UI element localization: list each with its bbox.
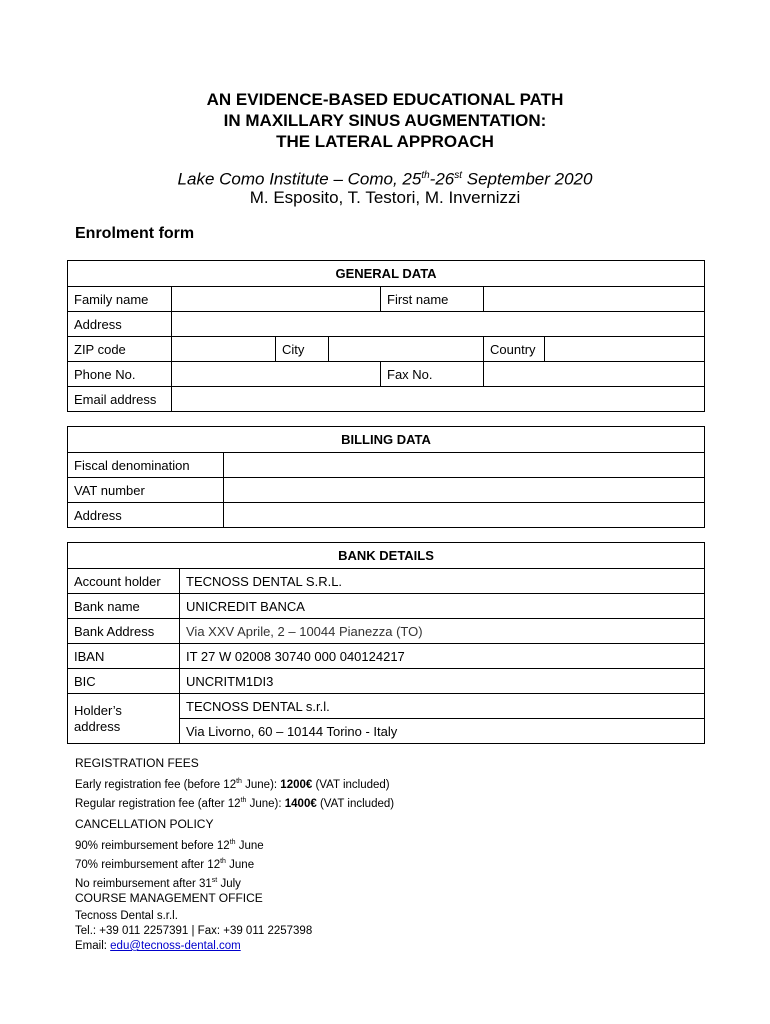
- account-holder-value: TECNOSS DENTAL S.R.L.: [180, 569, 705, 594]
- billing-data-heading: BILLING DATA: [68, 427, 705, 453]
- title-line-3: THE LATERAL APPROACH: [276, 132, 494, 151]
- family-name-label: Family name: [68, 287, 172, 312]
- holder-value-line-1: TECNOSS DENTAL s.r.l.: [180, 694, 705, 719]
- early-fee-amount: 1200€: [280, 778, 313, 791]
- title-line-1: AN EVIDENCE-BASED EDUCATIONAL PATH: [206, 90, 564, 109]
- cancellation-line-3-sup: st: [211, 876, 218, 884]
- cancellation-line-3-text: No reimbursement after 31: [75, 877, 212, 890]
- cancellation-line-2-month: June: [225, 858, 255, 871]
- regular-fee-vat: (VAT included): [316, 797, 395, 810]
- bic-value: UNCRITM1DI3: [180, 669, 705, 694]
- cancellation-line-1-month: June: [235, 839, 264, 852]
- early-fee-vat: (VAT included): [312, 778, 390, 791]
- country-label: Country: [484, 337, 545, 362]
- fax-label: Fax No.: [381, 362, 484, 387]
- email-field[interactable]: [172, 387, 705, 412]
- venue-dash: -26: [429, 169, 455, 189]
- cancellation-line-3-month: July: [217, 877, 241, 890]
- registration-fees: [75, 756, 394, 812]
- regular-fee-text: Regular registration fee (after 12: [75, 797, 241, 810]
- family-name-field[interactable]: [172, 287, 381, 312]
- phone-field[interactable]: [172, 362, 381, 387]
- venue-date-rest: September 2020: [462, 169, 593, 189]
- account-holder-label: Account holder: [68, 569, 180, 594]
- regular-fee-text-2: June):: [246, 797, 285, 810]
- form-title: Enrolment form: [75, 225, 195, 242]
- fiscal-label: Fiscal denomination: [68, 453, 224, 478]
- office-email-line: [75, 939, 312, 954]
- fax-field[interactable]: [484, 362, 705, 387]
- bank-name-value: UNICREDIT BANCA: [180, 594, 705, 619]
- cancellation-line-3: [75, 873, 264, 892]
- cancellation-policy: [75, 817, 264, 891]
- early-fee-text-2: June):: [241, 778, 281, 791]
- bank-address-value: Via XXV Aprile, 2 – 10044 Pianezza (TO): [180, 619, 705, 644]
- cancellation-heading: CANCELLATION POLICY: [75, 817, 214, 831]
- billing-address-field[interactable]: [224, 503, 705, 528]
- venue-date: [0, 166, 770, 190]
- regular-fee-line: [75, 793, 394, 812]
- cancellation-line-2: [75, 854, 264, 873]
- office-email-link[interactable]: edu@tecnoss-dental.com: [110, 940, 241, 952]
- bank-address-label: Bank Address: [68, 619, 180, 644]
- regular-fee-amount: 1400€: [284, 797, 317, 810]
- bank-name-label: Bank name: [68, 594, 180, 619]
- phone-label: Phone No.: [68, 362, 172, 387]
- zip-label: ZIP code: [68, 337, 172, 362]
- cancellation-line-1-text: 90% reimbursement before 12: [75, 839, 230, 852]
- iban-label: IBAN: [68, 644, 180, 669]
- office-company: Tecnoss Dental s.r.l.: [75, 910, 178, 922]
- city-field[interactable]: [329, 337, 484, 362]
- fees-heading: REGISTRATION FEES: [75, 756, 199, 770]
- iban-value: IT 27 W 02008 30740 000 040124217: [180, 644, 705, 669]
- course-management-office: [75, 891, 312, 954]
- early-fee-line: [75, 774, 394, 793]
- vat-label: VAT number: [68, 478, 224, 503]
- billing-address-label: Address: [68, 503, 224, 528]
- city-label: City: [276, 337, 329, 362]
- first-name-label: First name: [381, 287, 484, 312]
- venue-text: Lake Como Institute – Como, 25: [177, 169, 422, 189]
- office-heading: COURSE MANAGEMENT OFFICE: [75, 891, 263, 905]
- cancellation-line-1: [75, 835, 264, 854]
- holder-address-label: [68, 694, 180, 744]
- billing-data-table: [67, 426, 705, 528]
- zip-field[interactable]: [172, 337, 276, 362]
- office-phone-fax: Tel.: +39 011 2257391 | Fax: +39 011 2257398: [75, 925, 313, 937]
- early-fee-text: Early registration fee (before 12: [75, 778, 237, 791]
- vat-field[interactable]: [224, 478, 705, 503]
- email-label: Email address: [68, 387, 172, 412]
- cancellation-line-1-sup: th: [229, 839, 236, 846]
- bic-label: BIC: [68, 669, 180, 694]
- regular-fee-sup: th: [240, 796, 247, 804]
- holder-label-line-2: address: [74, 718, 121, 734]
- cancellation-line-2-sup: th: [220, 857, 226, 865]
- holder-value-line-2: Via Livorno, 60 – 10144 Torino - Italy: [180, 719, 705, 744]
- authors: M. Esposito, T. Testori, M. Invernizzi: [249, 188, 521, 207]
- general-data-heading: GENERAL DATA: [68, 261, 705, 287]
- address-label: Address: [68, 312, 172, 337]
- cancellation-line-2-text: 70% reimbursement after 12: [75, 858, 221, 871]
- holder-label-line-1: Holder’s: [74, 702, 122, 718]
- first-name-field[interactable]: [484, 287, 705, 312]
- address-field[interactable]: [172, 312, 705, 337]
- office-email-label: Email:: [75, 940, 111, 952]
- bank-details-table: [67, 542, 705, 744]
- general-data-table: [67, 260, 705, 412]
- venue-sup-1: th: [421, 170, 430, 181]
- bank-details-heading: BANK DETAILS: [68, 543, 705, 569]
- country-field[interactable]: [545, 337, 705, 362]
- early-fee-sup: th: [236, 778, 242, 785]
- venue-sup-2: st: [454, 170, 463, 181]
- document-title: [0, 89, 770, 152]
- fiscal-field[interactable]: [224, 453, 705, 478]
- title-line-2: IN MAXILLARY SINUS AUGMENTATION:: [223, 111, 547, 130]
